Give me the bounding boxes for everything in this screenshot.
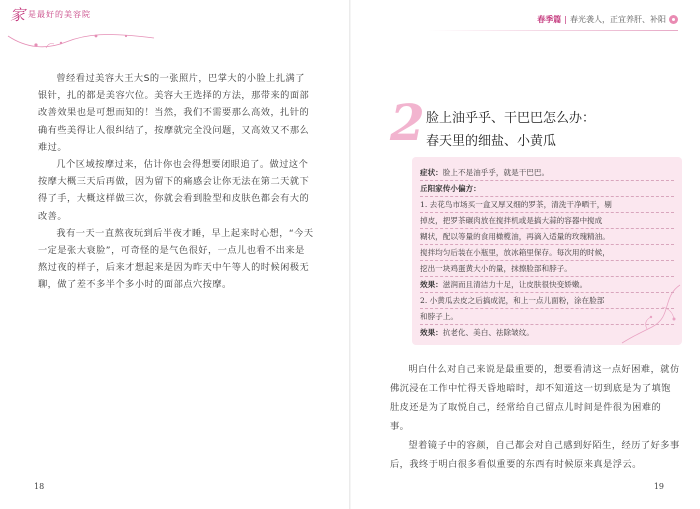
- paragraph: 几个区域按摩过来，估计你也会得想要闭眼追了。做过这个按摩大概三天后再做，因为留下的痛感会让你无法在第二天就下得了手，大概这样做三次，你就会看到脸型和皮肤色都会有大的改善。: [38, 159, 310, 222]
- chapter-number: 2: [390, 93, 425, 152]
- step-line: 掉皮，把罗茶碾肉放在搅拌机或是搞大蒜的容器中搅成: [420, 213, 674, 229]
- book-logo: [6, 4, 156, 46]
- step-line: 1. 去花鸟市场买一盒又厚又细的罗茶，清洗干净晒干，剔: [420, 197, 674, 213]
- chapter-title-line: 春天里的细盐、小黄瓜: [426, 134, 557, 149]
- right-body-text: [390, 360, 680, 474]
- step-line: 糊状，配以等量的食用橄榄油，再滴入适量的玫瑰精油。: [420, 229, 674, 245]
- right-page: [350, 0, 700, 509]
- left-body-text: [38, 70, 314, 294]
- symptom-text: 脸上不是油乎乎，就是干巴巴。: [442, 168, 550, 177]
- section-name: 春季篇: [537, 15, 562, 24]
- recipe-label: 丘阳家传小偏方：: [420, 184, 481, 193]
- step-line: 2. 小黄瓜去皮之后搞成泥，和上一点儿面粉，涂在脸部: [420, 293, 674, 309]
- paragraph: 我有一天一直熬夜玩到后半夜才睡，早上起来时心想，“今天一定是张大衰脸”，可奇怪的是气色很好，一点儿也看不出来是熬过夜的样子，后来才想起来是因为昨天中午等人的时候闲极无聊，做了差不多半个多小时的面部点穴按摩。: [38, 227, 314, 291]
- effect-row: [420, 325, 674, 340]
- effect-text: 滋润而且清洁力十足，让皮肤很快变娇嫩。: [442, 280, 588, 289]
- effect-row: [420, 277, 674, 293]
- paragraph: 望着镜子中的容颜，自己都会对自己感到好陌生，经历了好多事后，我终于明白很多看似重要的东西有时候原来真是浮云。: [390, 440, 680, 470]
- page-number: 18: [34, 482, 45, 491]
- effect-label: 效果：: [420, 328, 443, 337]
- vine-ornament-icon: [6, 14, 156, 54]
- chapter-title-line: 脸上油乎乎、干巴巴怎么办：: [426, 111, 596, 126]
- header-rule: [428, 30, 678, 31]
- logo-character: 家: [10, 6, 26, 24]
- logo-text: 是最好的美容院: [28, 10, 91, 19]
- header-divider: |: [564, 15, 567, 24]
- effect-label: 效果：: [420, 280, 443, 289]
- section-subtitle: 春光袭人，正宜养肝、补阳: [570, 15, 666, 24]
- step-line: 和脖子上。: [420, 309, 674, 325]
- paragraph: 明白什么对自己来说是最重要的，想要看清这一点好困难，就仿佛沉浸在工作中忙得天昏地暗时，却不知道这一切到底是为了填饱肚皮还是为了取悦自己，经常给自己留点儿时间是件很为困难的事。: [390, 364, 680, 432]
- symptom-label: 症状：: [420, 168, 443, 177]
- symptom-row: [420, 165, 674, 181]
- chapter-title: [426, 107, 595, 153]
- paragraph: 曾经看过美容大王大S的一张照片，巴掌大的小脸上扎满了银针，扎的都是美容穴位。美容大王选择的方法，那带来的面部改善效果也是可想而知的！当然，我们不需要那么高效，扎针的确有些美得让人很纠结了，按摩就完全没问题，又高效又不那么难过。: [38, 73, 310, 153]
- remedy-box: [412, 157, 682, 345]
- flower-icon: [669, 15, 678, 24]
- running-header: [537, 14, 678, 25]
- recipe-label-row: [420, 181, 674, 197]
- effect-text: 抗老化、美白、祛除皱纹。: [442, 328, 534, 337]
- page-number: 19: [653, 482, 664, 491]
- step-line: 挖出一块鸡蛋黄大小的量，抹擦脸部和脖子。: [420, 261, 674, 277]
- remedy-content: [420, 165, 674, 340]
- step-line: 搅拌均匀后装在小瓶里，放冰箱里保存。每次用的时候，: [420, 245, 674, 261]
